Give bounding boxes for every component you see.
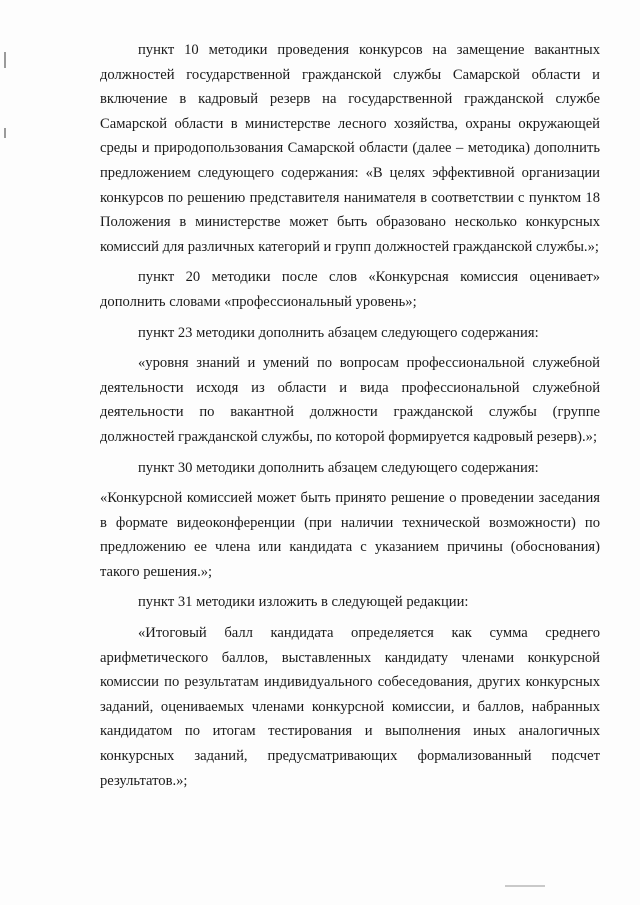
paragraph-item-31: пункт 31 методики изложить в следующей редакции: [138,594,469,611]
paragraph-item-20: пункт 20 методики после слов «Конкурсная комиссия оценивает» дополнить словами «профессиональный уровень»; [100,269,600,310]
scan-edge-mark [4,52,6,68]
paragraph-item-31-text: «Итоговый балл кандидата определяется как сумма среднего арифметического баллов, выставленных кандидату членами конкурсной комиссии по результатам индивидуального собеседования, других конкурсных заданий, оцениваемых членами конкурсной комиссии, и баллов, набранных кандидатом по итогам тестирования и выполнения иных аналогичных конкурсных заданий, предусматривающих формализованный подсчет результатов.»; [100,625,600,789]
paragraph-item-30-text: «Конкурсной комиссией может быть принято решение о проведении заседания в формате видеоконференции (при наличии технической возможности) по предложению ее члена или кандидата с указанием причины (обоснования) такого решения.»; [100,490,600,580]
scan-footer-mark [505,885,545,887]
document-body [100,38,600,799]
paragraph-item-30: пункт 30 методики дополнить абзацем следующего содержания: [138,459,539,476]
paragraph-item-10: пункт 10 методики проведения конкурсов на замещение вакантных должностей государственной гражданской службы Самарской области и включение в кадровый резерв на государственной гражданской службе Самарской области в министерстве лесного хозяйства, охраны окружающей среды и природопользования Самарской области (далее – методика) дополнить предложением следующего содержания: «В целях эффективной организации конкурсов по решению представителя нанимателя в соответствии с пунктом 18 Положения в министерстве может быть образовано несколько конкурсных комиссий для различных категорий и групп должностей гражданской службы.»; [100,42,600,255]
scan-edge-mark [4,128,6,138]
paragraph-item-23-text: «уровня знаний и умений по вопросам профессиональной служебной деятельности исходя из области и вида профессиональной служебной деятельности по вакантной должности гражданской службы (группе должностей гражданской службы, по которой формируется кадровый резерв).»; [100,355,600,445]
paragraph-item-23: пункт 23 методики дополнить абзацем следующего содержания: [138,324,539,341]
